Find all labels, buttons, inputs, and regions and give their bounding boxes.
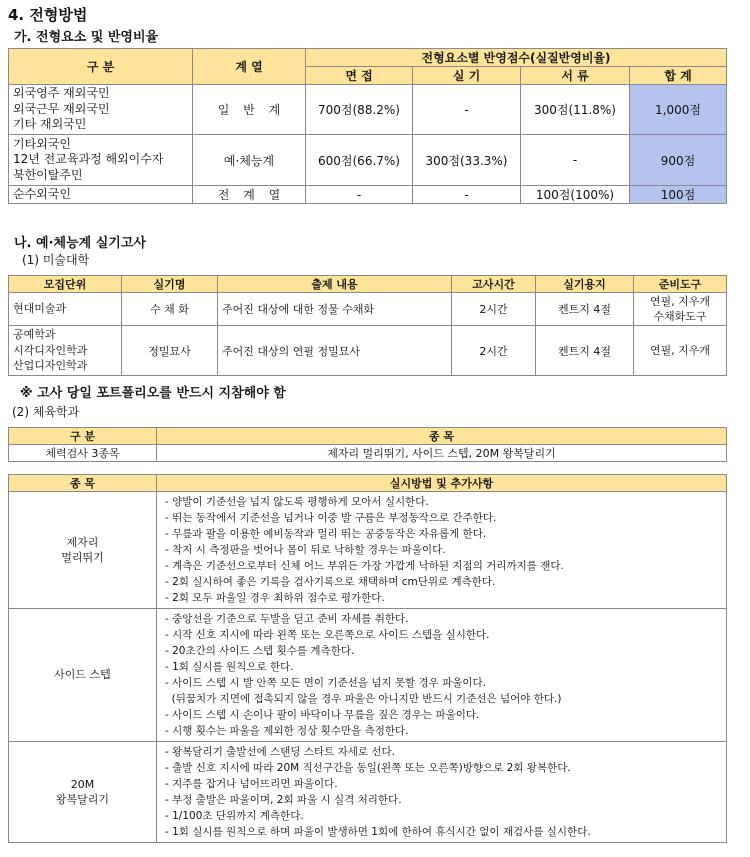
- paper-cell: 켄트지 4절: [536, 326, 634, 376]
- header-group: 구 분: [9, 49, 193, 85]
- header-unit: 모집단위: [9, 276, 122, 293]
- header-interview: 면 접: [306, 67, 413, 85]
- table-row: [9, 492, 727, 609]
- unit-cell: 공예학과 시각디자인학과 산업디자인학과: [9, 326, 122, 376]
- rule-item: - 1/100초 단위까지 계측한다.: [165, 810, 304, 822]
- practical-cell: -: [413, 186, 521, 204]
- header-group: 구 분: [9, 428, 157, 445]
- table-row: [9, 326, 727, 376]
- rule-item: - 시행 횟수는 파울을 제외한 정상 횟수만을 측정한다.: [165, 725, 409, 737]
- rule-item: - 무릎과 팔을 이용한 예비동작과 멀리 뛰는 공중동작은 자유롭게 한다.: [165, 528, 487, 540]
- art-exam-table: [8, 275, 727, 376]
- rule-item: - 사이드 스텝 시 발 안쪽 모든 면이 기준선을 넘지 못할 경우 파울이다.: [165, 677, 487, 689]
- rule-item: - 뛰는 동작에서 기준선을 넘거나 이중 발 구름은 부정동작으로 간주한다.: [165, 512, 497, 524]
- table-row: [9, 609, 727, 742]
- subsection-a-title: 가. 전형요소 및 반영비율: [14, 30, 159, 45]
- rules-cell: [157, 609, 727, 742]
- exam-name-cell: 수 채 화: [122, 293, 218, 326]
- header-event: 종 목: [9, 475, 157, 492]
- selection-ratio-table: [8, 48, 727, 204]
- content-cell: 주어진 대상의 연필 정밀묘사: [218, 326, 452, 376]
- rule-item: - 출발 신호 지시에 따라 20M 직선구간을 동일(왼쪽 또는 오른쪽)방향으로 2회 왕복한다.: [165, 762, 571, 774]
- header-score-span: 전형요소별 반영점수(실질반영비율): [306, 49, 727, 67]
- rule-item: - 사이드 스텝 시 손이나 팔이 바닥이나 무릎을 짚은 경우는 파울이다.: [165, 709, 480, 721]
- docs-cell: 300점(11.8%): [521, 85, 630, 135]
- rule-item: - 1회 실시를 원칙으로 한다.: [165, 661, 294, 673]
- rule-item: - 왕복달리기 출발선에 스탠딩 스타트 자세로 선다.: [165, 746, 396, 758]
- subsection-b-title: 나. 예·체능계 실기고사: [14, 236, 146, 251]
- pe-items-table: [8, 427, 727, 462]
- total-cell: 900점: [630, 135, 727, 186]
- total-cell: 1,000점: [630, 85, 727, 135]
- event-cell: 20M 왕복달리기: [9, 742, 157, 843]
- items-cell: 제자리 멀리뛰기, 사이드 스텝, 20M 왕복달리기: [157, 445, 727, 462]
- time-cell: 2시간: [452, 293, 536, 326]
- table-row: [9, 445, 727, 462]
- subsection-b1-title: (1) 미술대학: [22, 253, 90, 267]
- total-cell: 100점: [630, 186, 727, 204]
- event-cell: 제자리 멀리뛰기: [9, 492, 157, 609]
- header-total: 합 계: [630, 67, 727, 85]
- table-row: [9, 742, 727, 843]
- rules-cell: [157, 492, 727, 609]
- rule-item: - 2회 모두 파울일 경우 최하위 점수로 평가한다.: [165, 592, 385, 604]
- docs-cell: 100점(100%): [521, 186, 630, 204]
- rule-item: - 시작 신호 지시에 따라 왼쪽 또는 오른쪽으로 사이드 스텝을 실시한다.: [165, 629, 490, 641]
- dept-cell: 예·체능계: [193, 135, 306, 186]
- group-cell: 체력검사 3종목: [9, 445, 157, 462]
- content-cell: 주어진 대상에 대한 정물 수채화: [218, 293, 452, 326]
- exam-name-cell: 정밀묘사: [122, 326, 218, 376]
- header-exam-name: 실기명: [122, 276, 218, 293]
- rule-item: - 2회 실시하여 좋은 기록을 검사기록으로 채택하며 cm단위로 계측한다.: [165, 576, 496, 588]
- portfolio-note: ※ 고사 당일 포트폴리오를 반드시 지참해야 함: [20, 386, 286, 401]
- docs-cell: -: [521, 135, 630, 186]
- rule-item: - 지주를 잡거나 넘어뜨리면 파울이다.: [165, 778, 338, 790]
- table-row: [9, 293, 727, 326]
- group-cell: 기타외국인 12년 전교육과정 해외이수자 북한이탈주민: [9, 135, 193, 186]
- tools-cell: 연필, 지우개: [634, 326, 727, 376]
- header-dept: 계 열: [193, 49, 306, 85]
- subsection-b2-title: (2) 체육학과: [12, 405, 80, 419]
- table-row: [9, 85, 727, 135]
- header-documents: 서 류: [521, 67, 630, 85]
- rules-cell: [157, 742, 727, 843]
- dept-cell: 일 반 계: [193, 85, 306, 135]
- practical-cell: -: [413, 85, 521, 135]
- time-cell: 2시간: [452, 326, 536, 376]
- table-row: [9, 135, 727, 186]
- paper-cell: 켄트지 4절: [536, 293, 634, 326]
- practical-cell: 300점(33.3%): [413, 135, 521, 186]
- pe-methods-table: [8, 474, 727, 843]
- rule-item: - 착지 시 측정판을 벗어나 몸이 뒤로 낙하할 경우는 파울이다.: [165, 544, 446, 556]
- rule-item: - 1회 실시를 원칙으로 하며 파울이 발생하면 1회에 한하여 휴식시간 없이 재검사를 실시한다.: [165, 826, 591, 838]
- unit-cell: 현대미술과: [9, 293, 122, 326]
- dept-cell: 전 계 열: [193, 186, 306, 204]
- interview-cell: 600점(66.7%): [306, 135, 413, 186]
- event-cell: 사이드 스텝: [9, 609, 157, 742]
- interview-cell: -: [306, 186, 413, 204]
- group-cell: 외국영주 재외국민 외국근무 재외국민 기타 재외국민: [9, 85, 193, 135]
- section-title: 4. 전형방법: [8, 6, 88, 24]
- rule-item: - 중앙선을 기준으로 두발을 딛고 준비 자세를 취한다.: [165, 613, 409, 625]
- tools-cell: 연필, 지우개 수채화도구: [634, 293, 727, 326]
- header-items: 종 목: [157, 428, 727, 445]
- interview-cell: 700점(88.2%): [306, 85, 413, 135]
- rule-item: - 20초간의 사이드 스텝 횟수를 계측한다.: [165, 645, 355, 657]
- rule-item: - 부정 출발은 파울이며, 2회 파울 시 실격 처리한다.: [165, 794, 402, 806]
- table-row: [9, 186, 727, 204]
- header-method: 실시방법 및 추가사항: [157, 475, 727, 492]
- rule-item: (뒤꿈치가 지면에 접촉되지 않을 경우 파울은 아니지만 반드시 기준선은 넘어야 한다.): [165, 693, 562, 705]
- header-tools: 준비도구: [634, 276, 727, 293]
- group-cell: 순수외국인: [9, 186, 193, 204]
- rule-item: - 계측은 기준선으로부터 신체 어느 부위든 가장 가깝게 낙하된 지점의 거리까지를 잰다.: [165, 560, 564, 572]
- header-practical: 실 기: [413, 67, 521, 85]
- header-time: 고사시간: [452, 276, 536, 293]
- rule-item: - 양발이 기준선을 넘지 않도록 평행하게 모아서 실시한다.: [165, 496, 429, 508]
- header-content: 출제 내용: [218, 276, 452, 293]
- header-paper: 실기용지: [536, 276, 634, 293]
